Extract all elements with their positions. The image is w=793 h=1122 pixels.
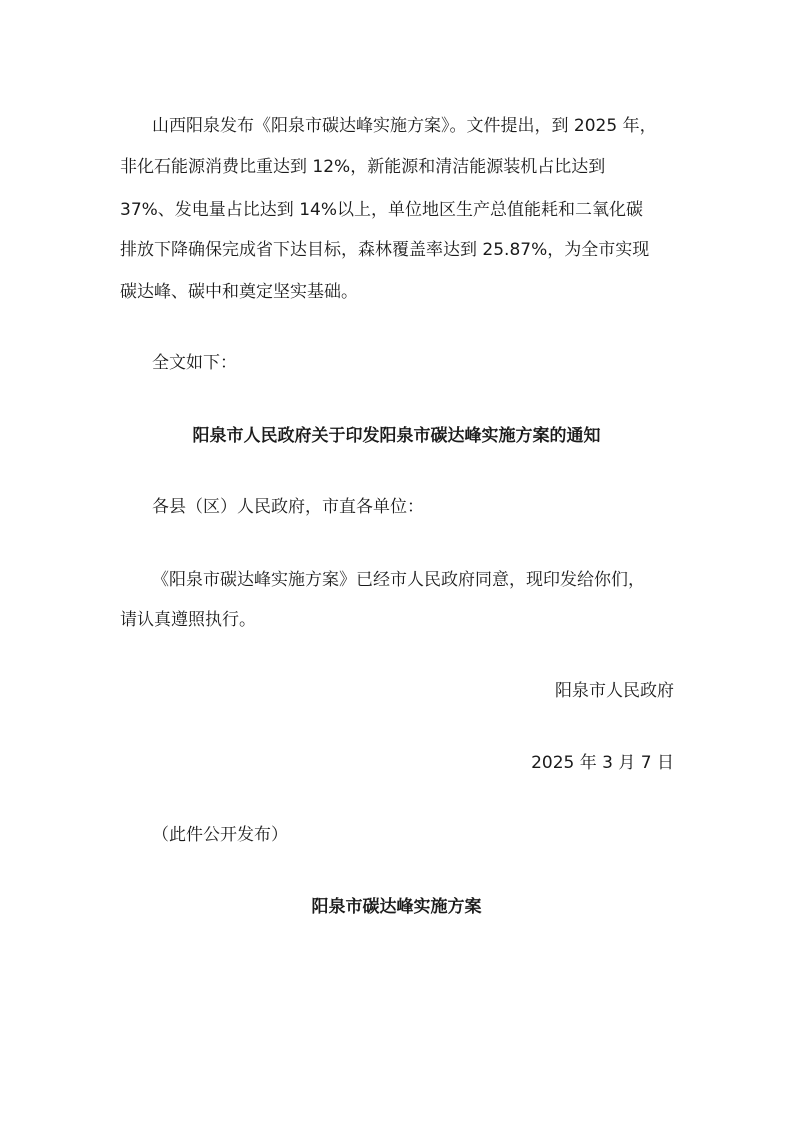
publication-note: （此件公开发布） bbox=[152, 825, 288, 845]
notice-signature: 阳泉市人民政府 bbox=[555, 681, 674, 701]
intro-line-1: 山西阳泉发布《阳泉市碳达峰实施方案》。文件提出，到 2025 年， bbox=[152, 116, 657, 136]
notice-body-line-1: 《阳泉市碳达峰实施方案》已经市人民政府同意，现印发给你们， bbox=[152, 570, 645, 590]
notice-date: 2025 年 3 月 7 日 bbox=[531, 753, 674, 773]
intro-line-5: 碳达峰、碳中和奠定坚实基础。 bbox=[120, 282, 358, 302]
notice-title: 阳泉市人民政府关于印发阳泉市碳达峰实施方案的通知 bbox=[192, 426, 601, 446]
plan-title: 阳泉市碳达峰实施方案 bbox=[311, 897, 482, 917]
intro-line-3: 37%、发电量占比达到 14%以上，单位地区生产总值能耗和二氧化碳 bbox=[120, 200, 643, 220]
full-text-label: 全文如下： bbox=[152, 353, 237, 373]
intro-line-2: 非化石能源消费比重达到 12%，新能源和清洁能源装机占比达到 bbox=[120, 157, 606, 177]
notice-body-line-2: 请认真遵照执行。 bbox=[120, 610, 256, 630]
intro-line-4: 排放下降确保完成省下达目标，森林覆盖率达到 25.87%，为全市实现 bbox=[120, 240, 650, 260]
notice-salutation: 各县（区）人民政府，市直各单位： bbox=[152, 497, 424, 517]
